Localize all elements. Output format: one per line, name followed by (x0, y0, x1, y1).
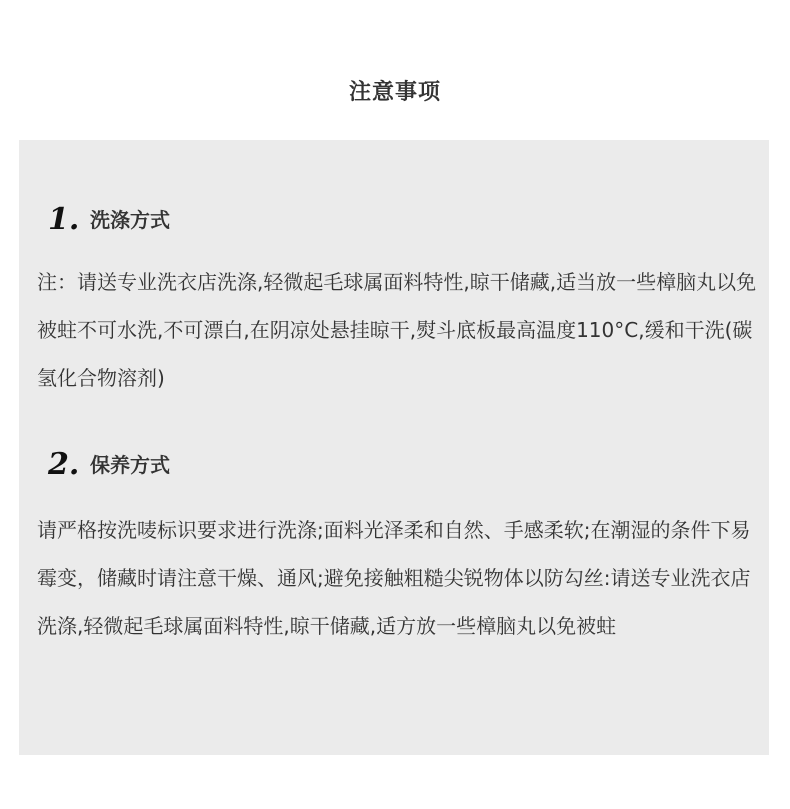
section-heading-care (48, 445, 170, 485)
section-heading-washing (48, 200, 170, 240)
section-title: 洗涤方式 (90, 208, 170, 232)
section-number: 1. (48, 202, 80, 237)
section-title: 保养方式 (90, 453, 170, 477)
section-body-washing: 注：请送专业洗衣店洗涤,轻微起毛球属面料特性,晾干储藏,适当放一些樟脑丸以免被蛀不可水洗,不可漂白,在阴凉处悬挂晾干,熨斗底板最高温度110°C,缓和干洗(碳氢化合物溶剂) (37, 270, 757, 390)
section-body-care: 请严格按洗唛标识要求进行洗涤;面料光泽柔和自然、手感柔软;在潮湿的条件下易霉变，储藏时请注意干燥、通风;避免接触粗糙尖锐物体以防勾丝:请送专业洗衣店洗涤,轻微起毛球属面料特性,晾干储藏,适方放一些樟脑丸以免被蛀 (37, 518, 751, 638)
notice-panel (19, 140, 769, 755)
page-title: 注意事项 (348, 80, 441, 105)
section-number: 2. (48, 447, 80, 482)
